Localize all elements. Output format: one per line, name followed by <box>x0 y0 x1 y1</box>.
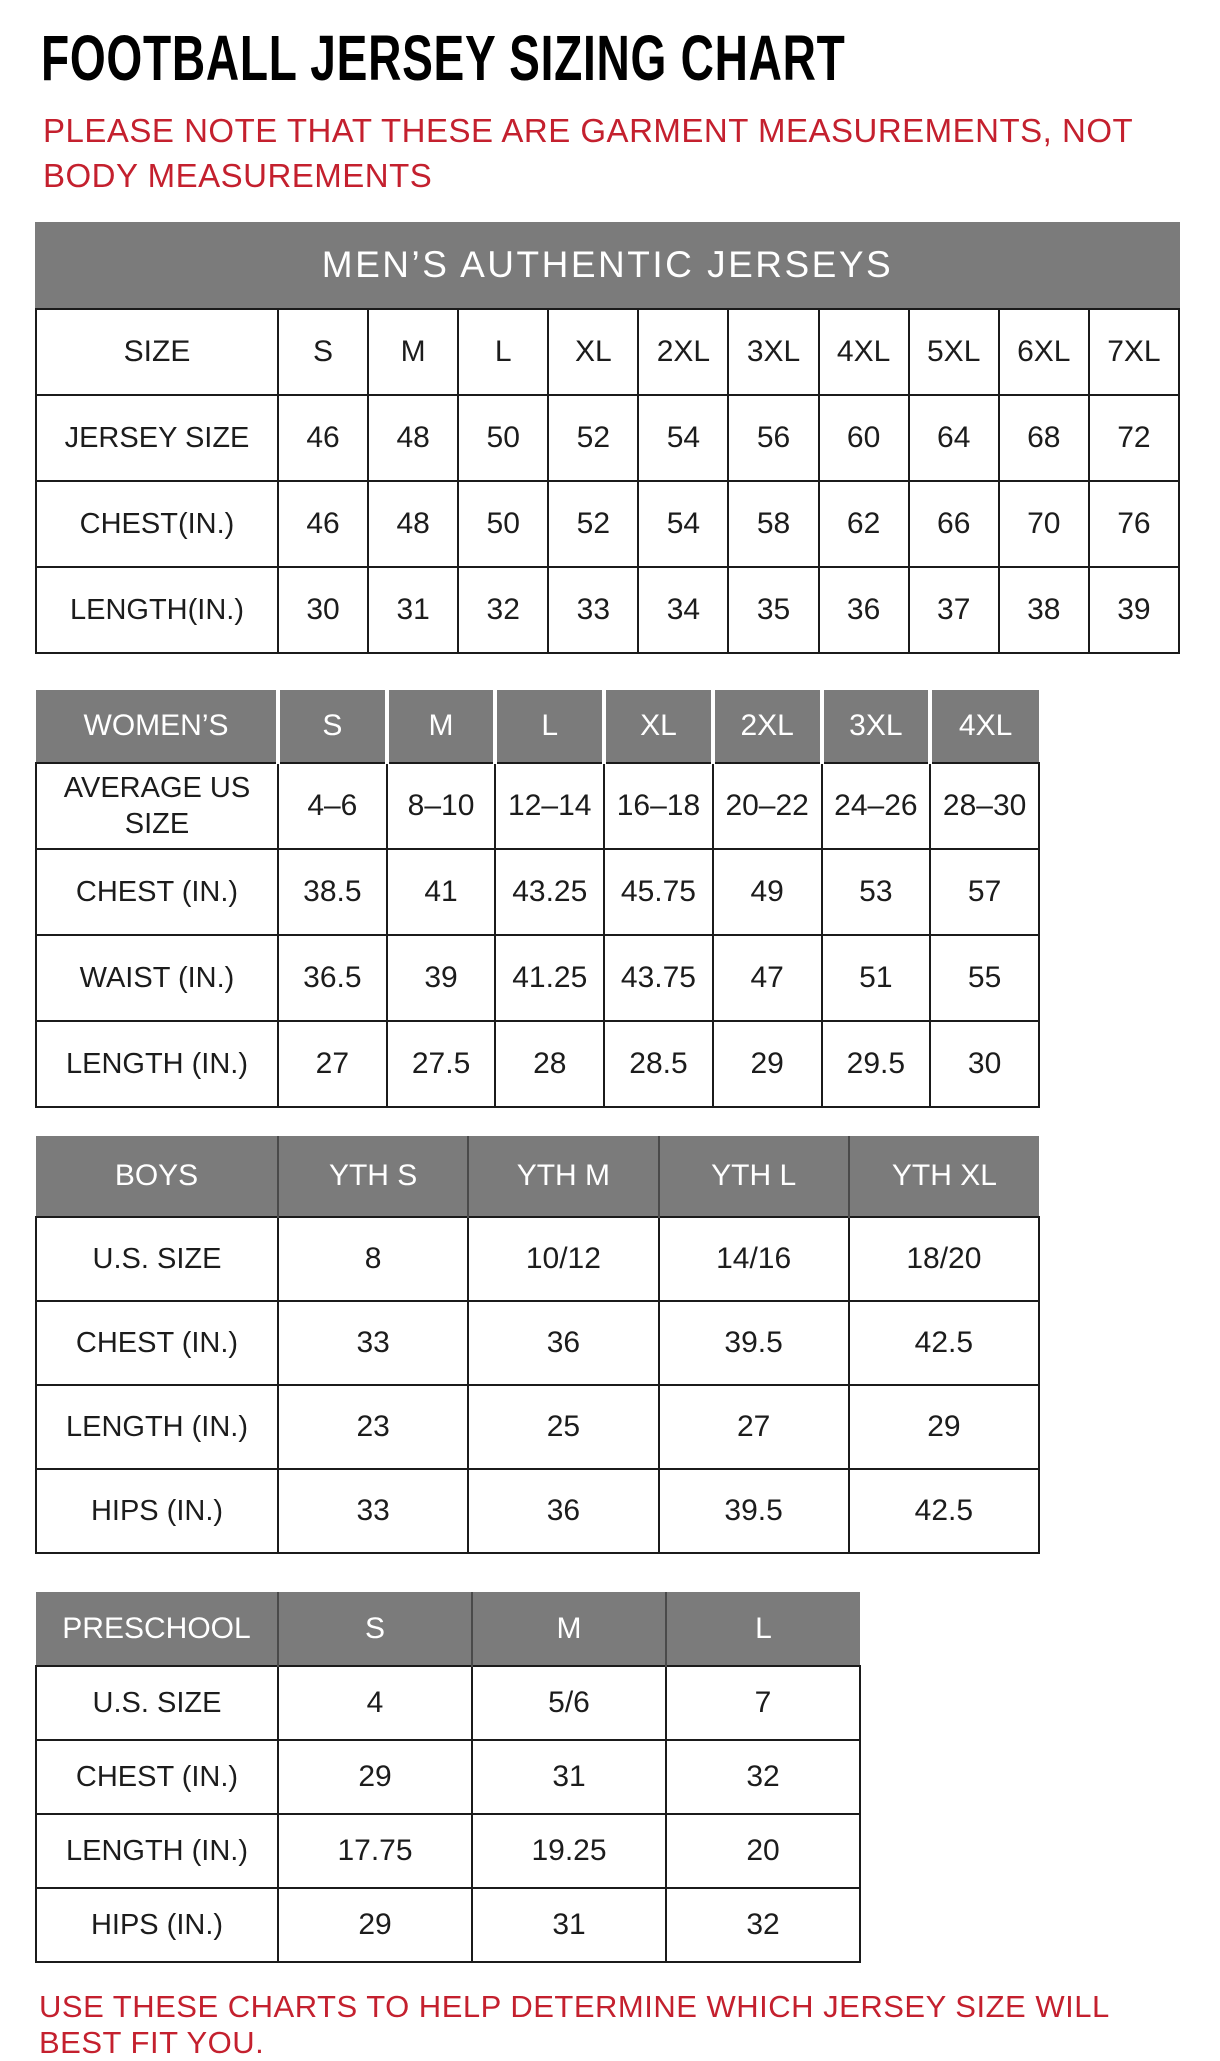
column-header: YTH XL <box>849 1136 1039 1217</box>
table-row <box>36 1666 860 1740</box>
column-header: M <box>387 690 496 763</box>
row-label: LENGTH (IN.) <box>36 1814 278 1888</box>
value-cell: 7 <box>666 1666 860 1740</box>
value-cell: 33 <box>278 1469 468 1553</box>
value-cell: 50 <box>458 395 548 481</box>
column-header: 3XL <box>728 309 818 395</box>
row-label: AVERAGE US SIZE <box>36 763 278 849</box>
column-header: XL <box>604 690 713 763</box>
value-cell: 27 <box>659 1385 849 1469</box>
value-cell: 28–30 <box>930 763 1039 849</box>
mens-header-row <box>36 309 1179 395</box>
mens-corner-header: SIZE <box>36 309 278 395</box>
value-cell: 34 <box>638 567 728 653</box>
boys-table <box>35 1136 1040 1554</box>
table-row <box>36 567 1179 653</box>
row-label: LENGTH(IN.) <box>36 567 278 653</box>
table-row <box>36 763 1039 849</box>
value-cell: 50 <box>458 481 548 567</box>
value-cell: 43.25 <box>495 849 604 935</box>
value-cell: 51 <box>822 935 931 1021</box>
column-header: S <box>278 1592 472 1666</box>
mens-banner: MEN’S AUTHENTIC JERSEYS <box>35 222 1180 308</box>
value-cell: 32 <box>666 1888 860 1962</box>
value-cell: 18/20 <box>849 1217 1039 1301</box>
value-cell: 39.5 <box>659 1469 849 1553</box>
row-label: JERSEY SIZE <box>36 395 278 481</box>
preschool-table <box>35 1592 861 1963</box>
value-cell: 54 <box>638 481 728 567</box>
column-header: 5XL <box>909 309 999 395</box>
value-cell: 36 <box>468 1301 658 1385</box>
value-cell: 19.25 <box>472 1814 666 1888</box>
row-label: CHEST(IN.) <box>36 481 278 567</box>
row-label: LENGTH (IN.) <box>36 1021 278 1107</box>
value-cell: 56 <box>728 395 818 481</box>
value-cell: 28 <box>495 1021 604 1107</box>
row-label: CHEST (IN.) <box>36 1740 278 1814</box>
footer-note: USE THESE CHARTS TO HELP DETERMINE WHICH JERSEY SIZE WILL BEST FIT YOU. <box>39 1989 1109 2060</box>
value-cell: 4–6 <box>278 763 387 849</box>
value-cell: 8–10 <box>387 763 496 849</box>
table-row <box>36 1301 1039 1385</box>
page-title: FOOTBALL JERSEY SIZING CHART <box>41 22 846 94</box>
value-cell: 29.5 <box>822 1021 931 1107</box>
column-header: 3XL <box>822 690 931 763</box>
column-header: 4XL <box>930 690 1039 763</box>
boys-header-row <box>36 1136 1039 1217</box>
value-cell: 29 <box>713 1021 822 1107</box>
value-cell: 20–22 <box>713 763 822 849</box>
value-cell: 48 <box>368 481 458 567</box>
value-cell: 25 <box>468 1385 658 1469</box>
boys-sizing-section <box>35 1136 1190 1554</box>
value-cell: 57 <box>930 849 1039 935</box>
value-cell: 62 <box>819 481 909 567</box>
value-cell: 29 <box>278 1888 472 1962</box>
table-row <box>36 935 1039 1021</box>
value-cell: 39.5 <box>659 1301 849 1385</box>
value-cell: 8 <box>278 1217 468 1301</box>
table-row <box>36 1469 1039 1553</box>
value-cell: 66 <box>909 481 999 567</box>
value-cell: 38.5 <box>278 849 387 935</box>
column-header: 6XL <box>999 309 1089 395</box>
value-cell: 43.75 <box>604 935 713 1021</box>
value-cell: 29 <box>278 1740 472 1814</box>
value-cell: 38 <box>999 567 1089 653</box>
column-header: YTH M <box>468 1136 658 1217</box>
value-cell: 54 <box>638 395 728 481</box>
value-cell: 23 <box>278 1385 468 1469</box>
column-header: 4XL <box>819 309 909 395</box>
value-cell: 5/6 <box>472 1666 666 1740</box>
tables <box>35 222 1190 1963</box>
table-row <box>36 849 1039 935</box>
column-header: 2XL <box>713 690 822 763</box>
garment-measurements-note: PLEASE NOTE THAT THESE ARE GARMENT MEASUREMENTS, NOT BODY MEASUREMENTS <box>43 112 1133 194</box>
row-label: HIPS (IN.) <box>36 1888 278 1962</box>
value-cell: 31 <box>368 567 458 653</box>
value-cell: 39 <box>1089 567 1179 653</box>
table-row <box>36 1217 1039 1301</box>
value-cell: 20 <box>666 1814 860 1888</box>
column-header: 7XL <box>1089 309 1179 395</box>
row-label: CHEST (IN.) <box>36 849 278 935</box>
value-cell: 36.5 <box>278 935 387 1021</box>
womens-table <box>35 690 1040 1108</box>
column-header: XL <box>548 309 638 395</box>
value-cell: 36 <box>819 567 909 653</box>
row-label: WAIST (IN.) <box>36 935 278 1021</box>
boys-corner-header: BOYS <box>36 1136 278 1217</box>
column-header: L <box>666 1592 860 1666</box>
value-cell: 32 <box>458 567 548 653</box>
table-row <box>36 1385 1039 1469</box>
value-cell: 29 <box>849 1385 1039 1469</box>
value-cell: 72 <box>1089 395 1179 481</box>
row-label: U.S. SIZE <box>36 1666 278 1740</box>
row-label: HIPS (IN.) <box>36 1469 278 1553</box>
value-cell: 4 <box>278 1666 472 1740</box>
value-cell: 64 <box>909 395 999 481</box>
womens-corner-header: WOMEN’S <box>36 690 278 763</box>
value-cell: 49 <box>713 849 822 935</box>
value-cell: 53 <box>822 849 931 935</box>
value-cell: 55 <box>930 935 1039 1021</box>
column-header: S <box>278 309 368 395</box>
value-cell: 36 <box>468 1469 658 1553</box>
table-row <box>36 395 1179 481</box>
value-cell: 52 <box>548 395 638 481</box>
value-cell: 42.5 <box>849 1469 1039 1553</box>
column-header: M <box>368 309 458 395</box>
value-cell: 33 <box>548 567 638 653</box>
column-header: S <box>278 690 387 763</box>
value-cell: 39 <box>387 935 496 1021</box>
preschool-sizing-section <box>35 1592 1190 1963</box>
value-cell: 46 <box>278 481 368 567</box>
value-cell: 31 <box>472 1740 666 1814</box>
value-cell: 31 <box>472 1888 666 1962</box>
column-header: L <box>458 309 548 395</box>
column-header: YTH S <box>278 1136 468 1217</box>
value-cell: 16–18 <box>604 763 713 849</box>
table-row <box>36 1814 860 1888</box>
table-row <box>36 1740 860 1814</box>
row-label: U.S. SIZE <box>36 1217 278 1301</box>
value-cell: 17.75 <box>278 1814 472 1888</box>
value-cell: 46 <box>278 395 368 481</box>
value-cell: 41.25 <box>495 935 604 1021</box>
value-cell: 41 <box>387 849 496 935</box>
value-cell: 10/12 <box>468 1217 658 1301</box>
column-header: 2XL <box>638 309 728 395</box>
value-cell: 42.5 <box>849 1301 1039 1385</box>
preschool-header-row <box>36 1592 860 1666</box>
value-cell: 58 <box>728 481 818 567</box>
table-row <box>36 481 1179 567</box>
value-cell: 24–26 <box>822 763 931 849</box>
value-cell: 60 <box>819 395 909 481</box>
row-label: LENGTH (IN.) <box>36 1385 278 1469</box>
value-cell: 27.5 <box>387 1021 496 1107</box>
womens-sizing-section <box>35 690 1190 1108</box>
value-cell: 14/16 <box>659 1217 849 1301</box>
value-cell: 35 <box>728 567 818 653</box>
table-row <box>36 1021 1039 1107</box>
column-header: L <box>495 690 604 763</box>
value-cell: 30 <box>278 567 368 653</box>
womens-header-row <box>36 690 1039 763</box>
mens-sizing-section <box>35 222 1190 654</box>
value-cell: 32 <box>666 1740 860 1814</box>
value-cell: 30 <box>930 1021 1039 1107</box>
value-cell: 48 <box>368 395 458 481</box>
row-label: CHEST (IN.) <box>36 1301 278 1385</box>
preschool-corner-header: PRESCHOOL <box>36 1592 278 1666</box>
value-cell: 68 <box>999 395 1089 481</box>
value-cell: 33 <box>278 1301 468 1385</box>
value-cell: 12–14 <box>495 763 604 849</box>
column-header: YTH L <box>659 1136 849 1217</box>
table-row <box>36 1888 860 1962</box>
value-cell: 70 <box>999 481 1089 567</box>
value-cell: 76 <box>1089 481 1179 567</box>
value-cell: 52 <box>548 481 638 567</box>
column-header: M <box>472 1592 666 1666</box>
value-cell: 45.75 <box>604 849 713 935</box>
value-cell: 47 <box>713 935 822 1021</box>
mens-table <box>35 308 1180 654</box>
value-cell: 37 <box>909 567 999 653</box>
value-cell: 27 <box>278 1021 387 1107</box>
value-cell: 28.5 <box>604 1021 713 1107</box>
